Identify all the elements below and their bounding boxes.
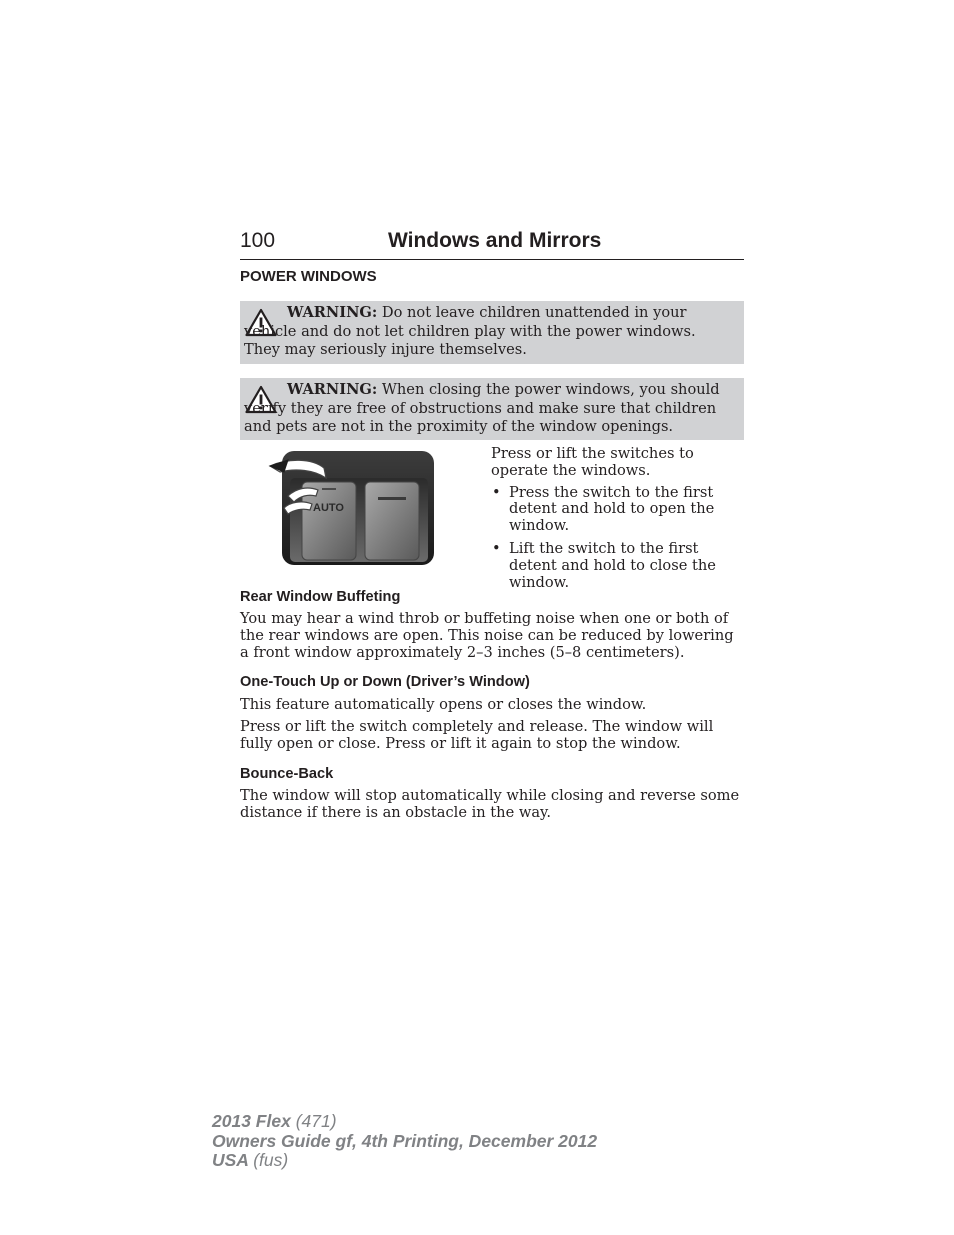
paragraph-rear-buffeting: You may hear a wind throb or buffeting noise when one or both of the rear windows are open. This noise can be reduced by lowering a front window approximately 2–3 inches (5–8 centimeters).	[240, 610, 734, 661]
footer-line-market	[212, 1151, 597, 1171]
window-switch-illustration	[260, 450, 435, 566]
list-item: • Press the switch to the first detent and hold to open the window.	[491, 485, 744, 535]
page-header	[240, 229, 744, 260]
subheading-one-touch: One-Touch Up or Down (Driver’s Window)	[240, 674, 530, 690]
auto-label: AUTO	[313, 502, 344, 514]
footer-market-code: (fus)	[253, 1150, 289, 1170]
section-title: POWER WINDOWS	[240, 268, 377, 285]
page-number: 100	[240, 229, 276, 252]
warning-text	[244, 304, 736, 360]
warning-label: WARNING:	[287, 304, 378, 321]
footer-model: 2013 Flex	[212, 1111, 291, 1131]
warning-box-obstructions	[240, 378, 744, 440]
page-footer	[212, 1112, 597, 1171]
switch-intro: Press or lift the switches to operate the windows.	[491, 445, 694, 479]
subheading-rear-buffeting: Rear Window Buffeting	[240, 589, 401, 605]
warning-label: WARNING:	[287, 381, 378, 398]
paragraph-one-touch-2: Press or lift the switch completely and release. The window will fully open or close. Press or lift it again to stop the window.	[240, 718, 714, 752]
switch-bullet-list	[491, 485, 744, 592]
switch-instructions	[491, 446, 744, 597]
footer-market: USA	[212, 1150, 249, 1170]
subheading-bounce-back: Bounce-Back	[240, 766, 334, 782]
footer-model-code: (471)	[295, 1111, 337, 1131]
warning-body: Do not leave children unattended in your vehicle and do not let children play with the power windows. They may seriously injure themselves.	[244, 304, 696, 359]
paragraph-bounce-back: The window will stop automatically while closing and reverse some distance if there is an obstacle in the way.	[240, 787, 740, 821]
footer-line-model	[212, 1112, 597, 1132]
paragraph-one-touch-1: This feature automatically opens or closes the window.	[240, 696, 647, 713]
list-item: • Lift the switch to the first detent and hold to close the window.	[491, 541, 744, 591]
warning-body: When closing the power windows, you should verify they are free of obstructions and make sure that children and pets are not in the proximity of the window openings.	[244, 381, 720, 436]
chapter-title: Windows and Mirrors	[388, 229, 602, 252]
warning-text	[244, 381, 736, 437]
footer-line-edition: Owners Guide gf, 4th Printing, December 2012	[212, 1130, 598, 1151]
warning-box-children	[240, 301, 744, 364]
